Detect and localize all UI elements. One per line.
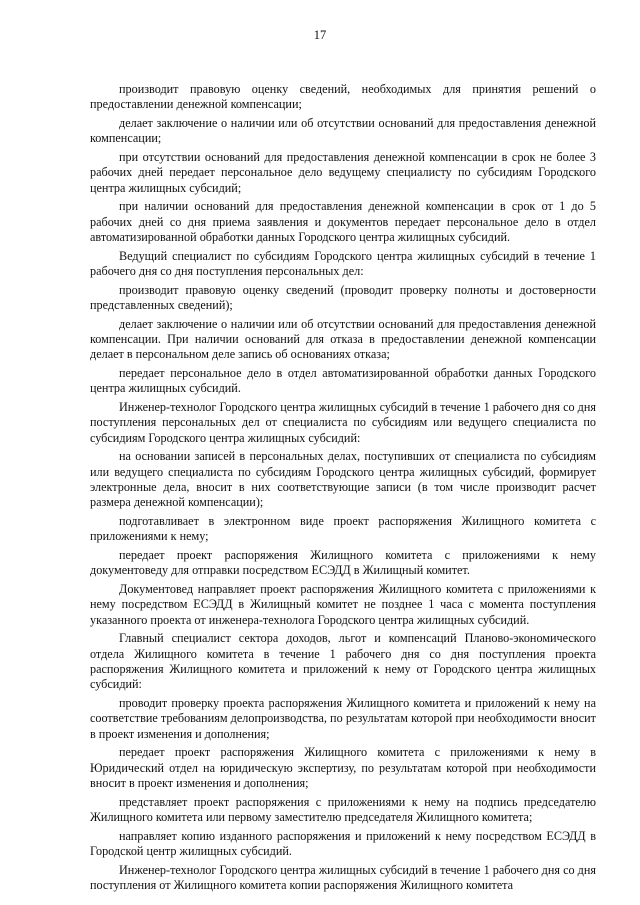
paragraph: Инженер-технолог Городского центра жилищных субсидий в течение 1 рабочего дня со дня поступления от Жилищного комитета копии распоряжения Жилищного комитета xyxy=(90,862,596,892)
paragraph: производит правовую оценку сведений (проводит проверку полноты и достоверности представленных сведений); xyxy=(90,282,596,312)
paragraph: представляет проект распоряжения с приложениями к нему на подпись председателю Жилищного комитета или первому заместителю председателя Жилищного комитета; xyxy=(90,794,596,824)
paragraph: при отсутствии оснований для предоставления денежной компенсации в срок не более 3 рабочих дней передает персональное дело ведущему специалисту по субсидиям Городского центра жилищных субсидий; xyxy=(90,149,596,195)
paragraph: Ведущий специалист по субсидиям Городского центра жилищных субсидий в течение 1 рабочего дня со дня поступления персональных дел: xyxy=(90,248,596,278)
document-body xyxy=(90,82,596,896)
paragraph: передает проект распоряжения Жилищного комитета с приложениями к нему документоведу для отправки посредством ЕСЭДД в Жилищный комитет. xyxy=(90,547,596,578)
page-number: 17 xyxy=(313,28,327,42)
paragraph: Главный специалист сектора доходов, льгот и компенсаций Планово-экономического отдела Жилищного комитета в течение 1 рабочего дня со дня поступления проекта распоряжения Жилищного комитета и приложений к нему от Городского центра жилищных субсидий: xyxy=(90,631,596,692)
paragraph: делает заключение о наличии или об отсутствии оснований для предоставления денежной компенсации; xyxy=(90,115,596,146)
paragraph: при наличии оснований для предоставления денежной компенсации в срок от 1 до 5 рабочих дней со дня приема заявления и документов передает персональное дело в отдел автоматизированной обработки данных Городского центра жилищных субсидий. xyxy=(90,199,596,244)
paragraph: передает проект распоряжения Жилищного комитета с приложениями к нему в Юридический отдел на юридическую экспертизу, по результатам которой при необходимости вносит в проект изменения и дополнения; xyxy=(90,745,596,790)
paragraph: производит правовую оценку сведений, необходимых для принятия решений о предоставлении денежной компенсации; xyxy=(90,82,596,112)
paragraph: направляет копию изданного распоряжения и приложений к нему посредством ЕСЭДД в Городской центр жилищных субсидий. xyxy=(90,828,596,858)
paragraph: проводит проверку проекта распоряжения Жилищного комитета и приложений к нему на соответствие требованиям делопроизводства, по результатам которой при необходимости вносит в проект изменения и дополнения; xyxy=(90,695,596,741)
paragraph: на основании записей в персональных делах, поступивших от специалиста по субсидиям или ведущего специалиста по субсидиям Городского центра жилищных субсидий, формирует электронные дела, вносит в них соответствующие записи (в том числе производит расчет размера денежной компенсации); xyxy=(90,449,596,510)
paragraph: подготавливает в электронном виде проект распоряжения Жилищного комитета с приложениями к нему; xyxy=(90,513,596,544)
paragraph: Документовед направляет проект распоряжения Жилищного комитета с приложениями к нему посредством ЕСЭДД в Жилищный комитет не позднее 1 часа с момента поступления указанного проекта от инженера-технолога Городского центра жилищных субсидий. xyxy=(90,581,596,627)
paragraph: делает заключение о наличии или об отсутствии оснований для предоставления денежной компенсации. При наличии оснований для отказа в предоставлении денежной компенсации делает в персональном деле запись об основаниях отказа; xyxy=(90,316,596,362)
paragraph: Инженер-технолог Городского центра жилищных субсидий в течение 1 рабочего дня со дня поступления персональных дел от специалиста по субсидиям или ведущего специалиста по субсидиям Городского центра жилищных субсидий: xyxy=(90,399,596,445)
paragraph: передает персональное дело в отдел автоматизированной обработки данных Городского центра жилищных субсидий. xyxy=(90,365,596,396)
